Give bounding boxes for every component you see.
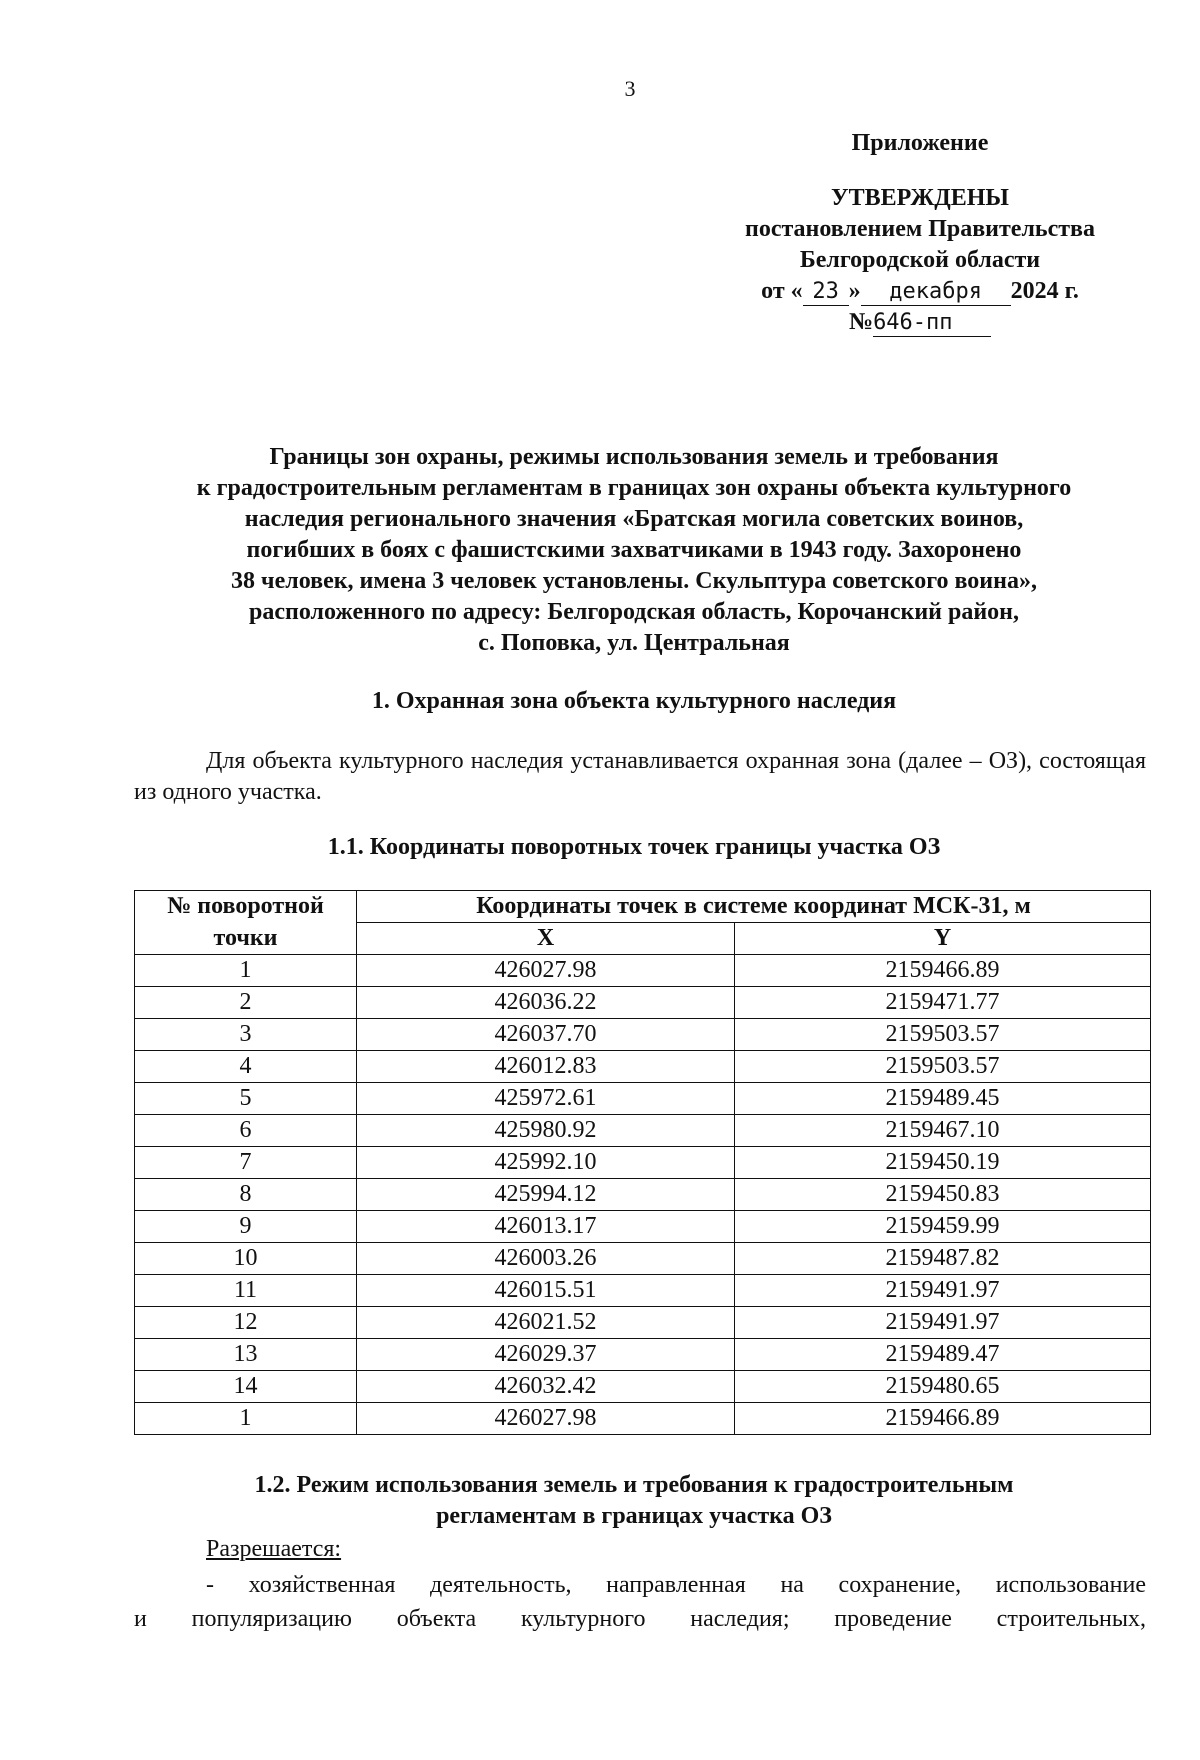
point-number: 11 — [135, 1275, 357, 1307]
y-value: 2159491.97 — [735, 1307, 1151, 1339]
header-coordinates: Координаты точек в системе координат МСК-31, м — [357, 891, 1151, 923]
allowed-bullet — [134, 1568, 1146, 1636]
document-title — [100, 442, 1168, 659]
x-value: 426021.52 — [357, 1307, 735, 1339]
y-value: 2159471.77 — [735, 987, 1151, 1019]
y-value: 2159467.10 — [735, 1115, 1151, 1147]
x-value: 425980.92 — [357, 1115, 735, 1147]
date-year: 2024 г. — [1010, 278, 1079, 304]
table-row — [135, 1115, 1151, 1147]
y-value: 2159480.65 — [735, 1371, 1151, 1403]
section-1-1-heading: 1.1. Координаты поворотных точек границы участка ОЗ — [327, 834, 941, 860]
date-month: декабря — [861, 279, 1011, 306]
point-number: 13 — [135, 1339, 357, 1371]
approval-block — [680, 128, 1160, 338]
point-number: 1 — [135, 1403, 357, 1435]
number-value: 646-пп — [873, 310, 991, 337]
title-line: Границы зон охраны, режимы использования земель и требования — [269, 444, 999, 470]
point-number: 2 — [135, 987, 357, 1019]
table-row — [135, 1019, 1151, 1051]
x-value: 426037.70 — [357, 1019, 735, 1051]
table-row — [135, 1339, 1151, 1371]
approval-line-2: Белгородской области — [799, 247, 1041, 273]
title-line: 38 человек, имена 3 человек установлены. Скульптура советского воина», — [231, 568, 1037, 594]
section-1-paragraph — [134, 746, 1146, 808]
header-x: X — [357, 923, 735, 955]
table-row — [135, 1147, 1151, 1179]
table-row — [135, 1083, 1151, 1115]
x-value: 426029.37 — [357, 1339, 735, 1371]
bullet-line-1: - хозяйственная деятельность, направленная на сохранение, использование — [206, 1572, 1146, 1598]
section-1-2-heading — [100, 1470, 1168, 1532]
table-row — [135, 955, 1151, 987]
point-number: 10 — [135, 1243, 357, 1275]
approved-label: УТВЕРЖДЕНЫ — [831, 185, 1009, 211]
title-line: погибших в боях с фашистскими захватчиками в 1943 году. Захоронено — [246, 537, 1022, 563]
header-point-line2: точки — [135, 923, 357, 955]
table-row — [135, 1211, 1151, 1243]
x-value: 426012.83 — [357, 1051, 735, 1083]
point-number: 4 — [135, 1051, 357, 1083]
header-y: Y — [735, 923, 1151, 955]
table-row — [135, 1179, 1151, 1211]
page-number: 3 — [624, 76, 636, 101]
x-value: 425992.10 — [357, 1147, 735, 1179]
coordinates-table — [134, 890, 1151, 1435]
appendix-label: Приложение — [851, 130, 989, 156]
y-value: 2159489.47 — [735, 1339, 1151, 1371]
point-number: 5 — [135, 1083, 357, 1115]
section-1-2-heading-line2: регламентам в границах участка ОЗ — [436, 1503, 832, 1529]
table-row — [135, 1275, 1151, 1307]
title-line: наследия регионального значения «Братская могила советских воинов, — [244, 506, 1024, 532]
x-value: 426027.98 — [357, 1403, 735, 1435]
date-prefix: от « — [761, 278, 803, 304]
y-value: 2159459.99 — [735, 1211, 1151, 1243]
table-row — [135, 1307, 1151, 1339]
point-number: 3 — [135, 1019, 357, 1051]
point-number: 7 — [135, 1147, 357, 1179]
point-number: 14 — [135, 1371, 357, 1403]
x-value: 425994.12 — [357, 1179, 735, 1211]
header-point-line1: № поворотной — [135, 891, 357, 923]
table-row — [135, 987, 1151, 1019]
y-value: 2159491.97 — [735, 1275, 1151, 1307]
section-1-paragraph-text: Для объекта культурного наследия устанавливается охранная зона (далее – ОЗ), состоящая из одного участка. — [134, 748, 1146, 805]
y-value: 2159489.45 — [735, 1083, 1151, 1115]
y-value: 2159466.89 — [735, 1403, 1151, 1435]
title-line: с. Поповка, ул. Центральная — [478, 630, 790, 656]
approval-number — [680, 307, 1160, 338]
x-value: 426015.51 — [357, 1275, 735, 1307]
point-number: 8 — [135, 1179, 357, 1211]
y-value: 2159450.83 — [735, 1179, 1151, 1211]
approval-date — [680, 276, 1160, 307]
x-value: 426036.22 — [357, 987, 735, 1019]
section-1-heading: 1. Охранная зона объекта культурного наследия — [371, 688, 897, 714]
x-value: 425972.61 — [357, 1083, 735, 1115]
point-number: 6 — [135, 1115, 357, 1147]
title-line: к градостроительным регламентам в границах зон охраны объекта культурного — [196, 475, 1072, 501]
table-row — [135, 1051, 1151, 1083]
date-day: 23 — [803, 279, 849, 306]
table-row — [135, 1371, 1151, 1403]
y-value: 2159503.57 — [735, 1019, 1151, 1051]
y-value: 2159503.57 — [735, 1051, 1151, 1083]
title-line: расположенного по адресу: Белгородская область, Корочанский район, — [249, 599, 1019, 625]
point-number: 1 — [135, 955, 357, 987]
number-prefix: № — [848, 309, 874, 335]
table-row — [135, 1403, 1151, 1435]
allowed-label: Разрешается: — [206, 1536, 342, 1562]
x-value: 426027.98 — [357, 955, 735, 987]
table-row — [135, 1243, 1151, 1275]
y-value: 2159450.19 — [735, 1147, 1151, 1179]
x-value: 426013.17 — [357, 1211, 735, 1243]
y-value: 2159466.89 — [735, 955, 1151, 987]
approval-line-1: постановлением Правительства — [744, 216, 1095, 242]
bullet-line-2: и популяризацию объекта культурного наследия; проведение строительных, — [134, 1606, 1146, 1632]
x-value: 426032.42 — [357, 1371, 735, 1403]
point-number: 9 — [135, 1211, 357, 1243]
point-number: 12 — [135, 1307, 357, 1339]
date-mid: » — [848, 278, 861, 304]
x-value: 426003.26 — [357, 1243, 735, 1275]
section-1-2-heading-line1: 1.2. Режим использования земель и требования к градостроительным — [254, 1472, 1014, 1498]
y-value: 2159487.82 — [735, 1243, 1151, 1275]
